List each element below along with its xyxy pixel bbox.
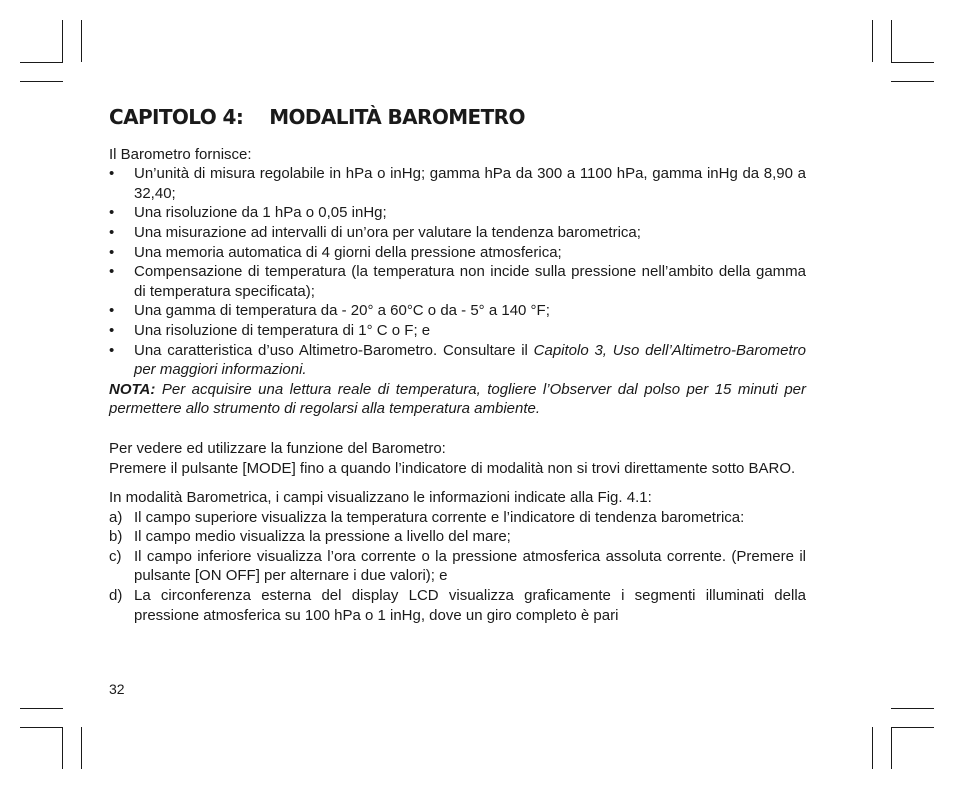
list-item: • Una caratteristica d’uso Altimetro-Barometro. Consultare il Capitolo 3, Uso dell’Altimetro-Barometro per maggiori informazioni.: [109, 341, 807, 379]
crop-mark: [891, 727, 934, 728]
crop-mark: [891, 20, 892, 62]
list-item: a) Il campo superiore visualizza la temperatura corrente e l’indicatore di tendenza barometrica:: [109, 508, 745, 526]
crop-mark: [891, 62, 934, 63]
bullet-glyph: •: [109, 223, 115, 241]
list-item: • Una gamma di temperatura da - 20° a 60°C o da - 5° a 140 °F;: [109, 302, 550, 320]
list-item: c) Il campo inferiore visualizza l’ora corrente o la pressione atmosferica assoluta corrente. (Premere il pulsante [ON OFF] per alternare i due valori); e: [109, 547, 806, 585]
crop-mark: [872, 727, 873, 769]
feature-list: [109, 164, 806, 380]
list-item: • Una misurazione ad intervalli di un’ora per valutare la tendenza barometrica;: [109, 223, 641, 241]
crop-mark: [872, 20, 873, 62]
crop-mark: [891, 81, 934, 82]
intro-text: Il Barometro fornisce:: [109, 145, 252, 163]
crop-mark: [81, 20, 82, 62]
page-content: [109, 105, 807, 625]
crop-mark: [62, 727, 63, 769]
bullet-glyph: •: [109, 165, 115, 183]
crop-mark: [20, 708, 63, 709]
crop-mark: [81, 727, 82, 769]
fields-intro: In modalità Barometrica, i campi visualizzano le informazioni indicate alla Fig. 4.1:: [109, 489, 652, 507]
crop-mark: [20, 81, 63, 82]
crop-mark: [20, 62, 63, 63]
note-paragraph: NOTA: Per acquisire una lettura reale di temperatura, togliere l’Observer dal polso per 15 minuti per permettere allo strumento di regolarsi alla temperatura ambiente.: [109, 380, 806, 418]
list-item: • Un’unità di misura regolabile in hPa o inHg; gamma hPa da 300 a 1100 hPa, gamma inHg da 8,90 a 32,40;: [109, 165, 806, 202]
list-item: b) Il campo medio visualizza la pressione a livello del mare;: [109, 528, 511, 546]
fields-list: [109, 508, 806, 626]
note-label: NOTA:: [109, 380, 156, 398]
chapter-title: [109, 105, 806, 129]
list-item: • Compensazione di temperatura (la temperatura non incide sulla pressione nell’ambito della gamma di temperatura specificata);: [109, 263, 806, 300]
bullet-glyph: •: [109, 302, 115, 320]
list-item: • Una risoluzione da 1 hPa o 0,05 inHg;: [109, 204, 387, 222]
chapter-name: MODALITÀ BAROMETRO: [269, 105, 525, 129]
chapter-number: CAPITOLO 4:: [109, 105, 244, 129]
list-item: d) La circonferenza esterna del display LCD visualizza graficamente i segmenti illuminati della pressione atmosferica su 100 hPa o 1 inHg, dove un giro completo è pari: [109, 587, 806, 624]
bullet-glyph: •: [109, 243, 115, 261]
bullet-glyph: •: [109, 321, 115, 339]
crop-mark: [62, 20, 63, 62]
crop-mark: [891, 708, 934, 709]
chapter-reference: Capitolo 3, Uso dell’Altimetro-Barometro per maggiori informazioni.: [134, 341, 807, 379]
list-item: • Una risoluzione di temperatura di 1° C o F; e: [109, 321, 431, 339]
bullet-glyph: •: [109, 204, 115, 222]
usage-instruction: Premere il pulsante [MODE] fino a quando l’indicatore di modalità non si trovi direttamente sotto BARO.: [109, 459, 796, 477]
crop-mark: [891, 727, 892, 769]
bullet-glyph: •: [109, 341, 115, 359]
usage-heading: Per vedere ed utilizzare la funzione del Barometro:: [109, 439, 446, 457]
bullet-glyph: •: [109, 263, 115, 281]
list-item: • Una memoria automatica di 4 giorni della pressione atmosferica;: [109, 243, 562, 261]
page-number: 32: [109, 681, 125, 697]
crop-mark: [20, 727, 63, 728]
